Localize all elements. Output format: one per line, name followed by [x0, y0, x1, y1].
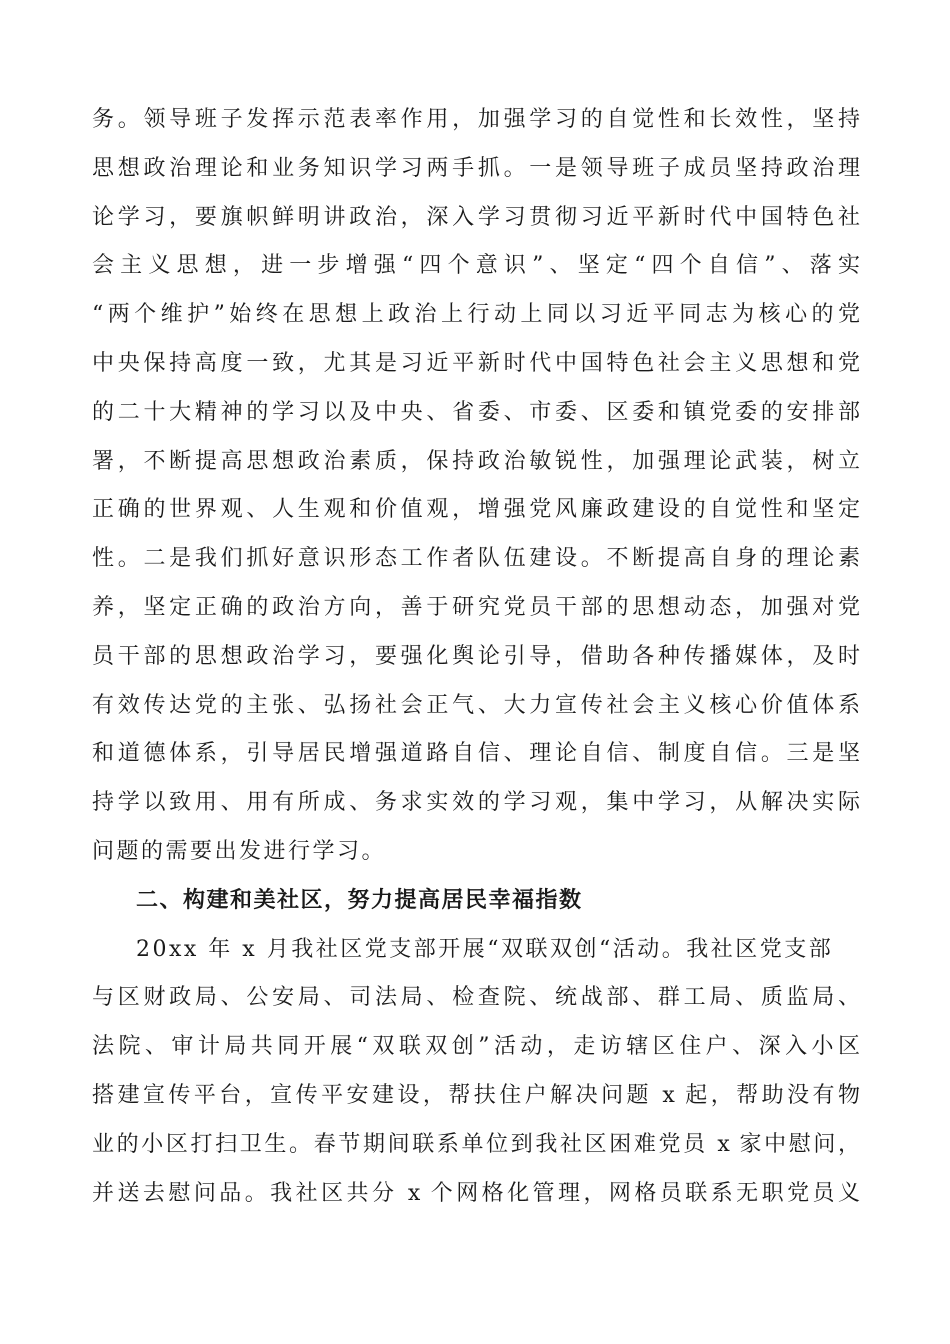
paragraph-line: 养，坚定正确的政治方向，善于研究党员干部的思想动态，加强对党 — [92, 594, 860, 620]
paragraph-line: 和道德体系，引导居民增强道路自信、理论自信、制度自信。三是坚 — [92, 741, 860, 767]
paragraph-line: 有效传达党的主张、弘扬社会正气、大力宣传社会主义核心价值体系 — [92, 692, 860, 718]
paragraph-line: 业的小区打扫卫生。春节期间联系单位到我社区困难党员 x 家中慰问， — [92, 1131, 860, 1157]
paragraph-line: 持学以致用、用有所成、务求实效的学习观，集中学习，从解决实际 — [92, 790, 860, 816]
section-heading: 二、构建和美社区，努力提高居民幸福指数 — [136, 887, 583, 913]
document-page — [92, 96, 860, 1218]
paragraph-line: 论学习，要旗帜鲜明讲政治，深入学习贯彻习近平新时代中国特色社 — [92, 204, 860, 230]
paragraph-line: 的二十大精神的学习以及中央、省委、市委、区委和镇党委的安排部 — [92, 399, 860, 425]
paragraph-line: 法院、审计局共同开展“双联双创”活动，走访辖区住户、深入小区 — [92, 1034, 860, 1060]
paragraph-line: 与区财政局、公安局、司法局、检查院、统战部、群工局、质监局、 — [92, 985, 860, 1011]
paragraph-line: 思想政治理论和业务知识学习两手抓。一是领导班子成员坚持政治理 — [92, 155, 860, 181]
paragraph-line: 并送去慰问品。我社区共分 x 个网格化管理，网格员联系无职党员义 — [92, 1180, 860, 1206]
paragraph-line: 搭建宣传平台，宣传平安建设，帮扶住户解决问题 x 起，帮助没有物 — [92, 1082, 860, 1108]
paragraph-line: 性。二是我们抓好意识形态工作者队伍建设。不断提高自身的理论素 — [92, 546, 860, 572]
paragraph-line: 正确的世界观、人生观和价值观，增强党风廉政建设的自觉性和坚定 — [92, 497, 860, 523]
paragraph-line: “两个维护”始终在思想上政治上行动上同以习近平同志为核心的党 — [92, 302, 860, 328]
paragraph-line: 中央保持高度一致，尤其是习近平新时代中国特色社会主义思想和党 — [92, 350, 860, 376]
paragraph-line: 署，不断提高思想政治素质，保持政治敏锐性，加强理论武装，树立 — [92, 448, 860, 474]
paragraph-line: 员干部的思想政治学习，要强化舆论引导，借助各种传播媒体，及时 — [92, 643, 860, 669]
paragraph-line: 会主义思想，进一步增强“四个意识”、坚定“四个自信”、落实 — [92, 253, 860, 279]
paragraph-line: 务。领导班子发挥示范表率作用，加强学习的自觉性和长效性，坚持 — [92, 107, 860, 132]
paragraph-line-end: 问题的需要出发进行学习。 — [92, 838, 387, 864]
paragraph-line-start: 20xx 年 x 月我社区党支部开展“双联双创“活动。我社区党支部 — [136, 936, 834, 962]
